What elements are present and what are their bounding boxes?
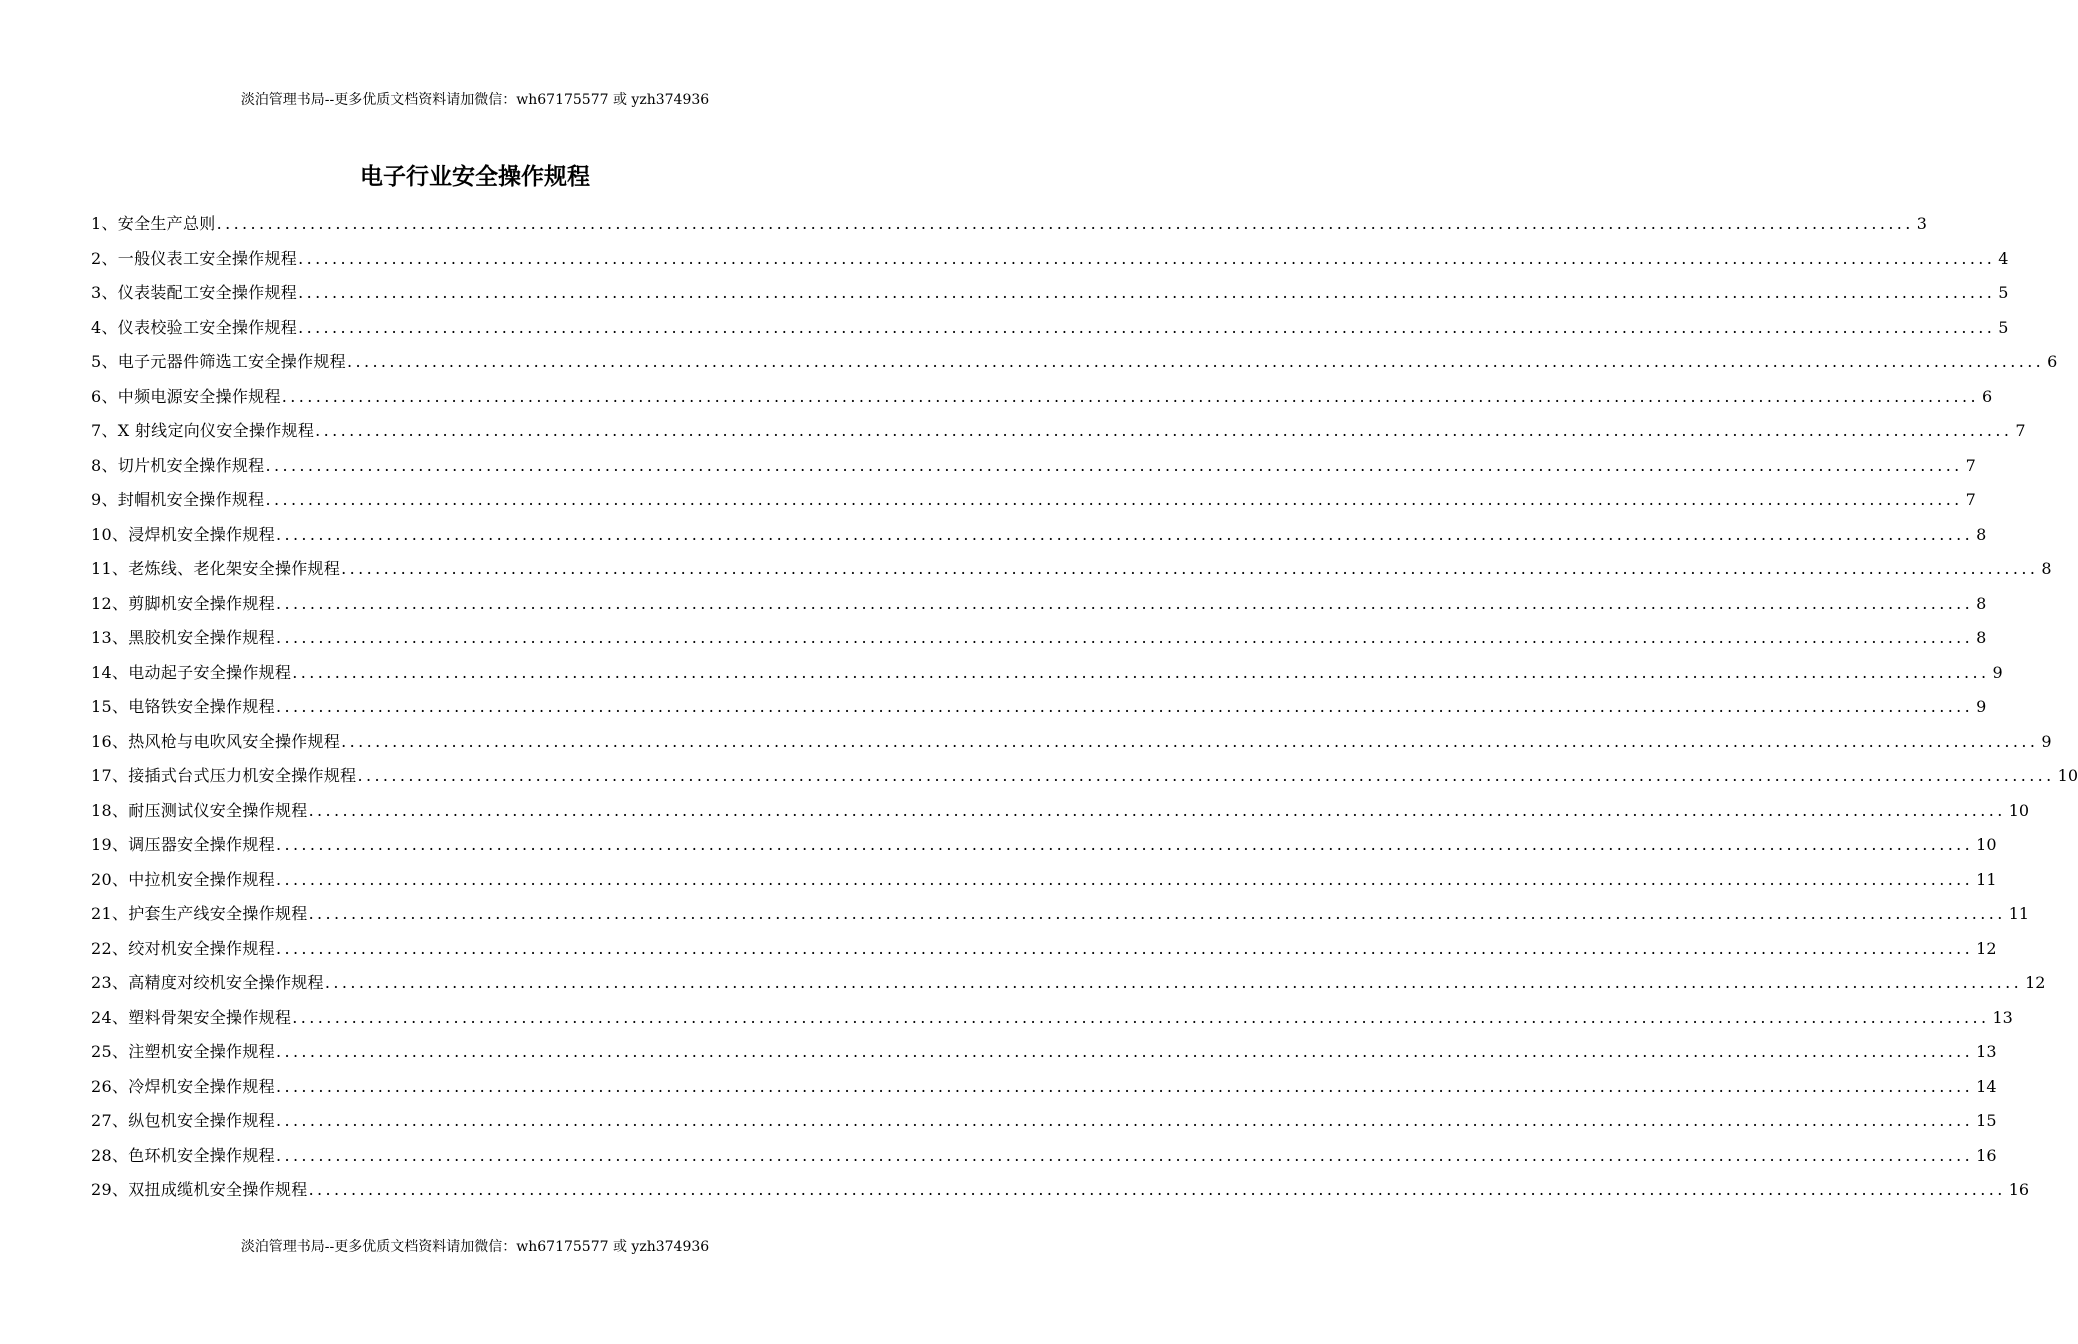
- toc-entry[interactable]: [91, 1139, 1997, 1174]
- toc-dot-leader: ........................................................................................................................................................................................................: [275, 593, 1974, 613]
- toc-entry-label: 28、色环机安全操作规程: [91, 1145, 275, 1165]
- toc-dot-leader: ........................................................................................................................................................................................................: [281, 386, 1979, 406]
- toc-dot-leader: ........................................................................................................................................................................................................: [216, 214, 1914, 233]
- toc-entry-label: 23、高精度对绞机安全操作规程: [91, 973, 324, 992]
- toc-page-number: 8: [1976, 524, 1987, 544]
- toc-entry[interactable]: [91, 380, 1993, 415]
- toc-page-number: 15: [1976, 1111, 1997, 1130]
- toc-dot-leader: ........................................................................................................................................................................................................: [324, 973, 2023, 992]
- toc-entry[interactable]: [91, 794, 2030, 829]
- toc-entry-label: 6、中频电源安全操作规程: [91, 386, 281, 406]
- toc-entry-label: 11、老炼线、老化架安全操作规程: [91, 559, 341, 578]
- toc-entry[interactable]: [91, 966, 2046, 1001]
- toc-entry[interactable]: [91, 725, 2052, 760]
- toc-page-number: 13: [1976, 1042, 1997, 1061]
- toc-entry[interactable]: [91, 1070, 1997, 1105]
- toc-dot-leader: ........................................................................................................................................................................................................: [265, 490, 1963, 509]
- toc-entry[interactable]: [91, 311, 2009, 346]
- toc-page-number: 6: [2047, 352, 2058, 371]
- toc-page-number: 7: [1965, 455, 1976, 475]
- toc-entry-label: 26、冷焊机安全操作规程: [91, 1076, 275, 1096]
- toc-entry[interactable]: [91, 828, 1997, 863]
- toc-entry[interactable]: [91, 621, 1987, 656]
- toc-entry[interactable]: [91, 518, 1987, 553]
- toc-entry[interactable]: [91, 932, 1997, 967]
- toc-entry[interactable]: [91, 1035, 1997, 1070]
- toc-entry-label: 1、安全生产总则: [91, 214, 216, 233]
- table-of-contents: [91, 207, 2078, 1208]
- toc-dot-leader: ........................................................................................................................................................................................................: [292, 662, 1990, 682]
- toc-page-number: 16: [2008, 1180, 2030, 1199]
- toc-dot-leader: ........................................................................................................................................................................................................: [275, 1111, 1974, 1130]
- toc-entry[interactable]: [91, 1001, 2013, 1036]
- toc-entry-label: 24、塑料骨架安全操作规程: [91, 1007, 292, 1027]
- toc-entry[interactable]: [91, 449, 1976, 484]
- toc-dot-leader: ........................................................................................................................................................................................................: [315, 421, 2013, 440]
- toc-entry[interactable]: [91, 656, 2003, 691]
- toc-entry-label: 17、接插式台式压力机安全操作规程: [91, 766, 357, 785]
- toc-entry[interactable]: [91, 207, 1927, 242]
- toc-entry-label: 16、热风枪与电吹风安全操作规程: [91, 731, 341, 751]
- toc-entry-label: 12、剪脚机安全操作规程: [91, 593, 275, 613]
- toc-entry-label: 20、中拉机安全操作规程: [91, 869, 275, 889]
- toc-entry[interactable]: [91, 414, 2026, 449]
- toc-dot-leader: ........................................................................................................................................................................................................: [265, 455, 1963, 475]
- toc-entry[interactable]: [91, 1173, 2030, 1208]
- toc-dot-leader: ........................................................................................................................................................................................................: [275, 697, 1974, 716]
- toc-page-number: 6: [1981, 386, 1993, 406]
- toc-dot-leader: ........................................................................................................................................................................................................: [275, 628, 1974, 647]
- toc-entry-label: 3、仪表装配工安全操作规程: [91, 283, 298, 302]
- toc-page-number: 9: [2041, 731, 2052, 751]
- toc-entry-label: 13、黑胶机安全操作规程: [91, 628, 275, 647]
- toc-entry-label: 18、耐压测试仪安全操作规程: [91, 800, 308, 820]
- toc-entry-label: 10、浸焊机安全操作规程: [91, 524, 275, 544]
- toc-dot-leader: ........................................................................................................................................................................................................: [341, 731, 2039, 751]
- toc-page-number: 10: [2057, 766, 2078, 785]
- toc-entry[interactable]: [91, 897, 2030, 932]
- page-footer: 淡泊管理书局--更多优质文档资料请加微信：wh67175577 或 yzh374936: [240, 1239, 710, 1255]
- toc-dot-leader: ........................................................................................................................................................................................................: [298, 248, 1996, 268]
- toc-dot-leader: ........................................................................................................................................................................................................: [341, 559, 2039, 578]
- toc-dot-leader: ........................................................................................................................................................................................................: [346, 352, 2045, 371]
- toc-entry-label: 5、电子元器件筛选工安全操作规程: [91, 352, 346, 371]
- toc-page-number: 10: [1976, 835, 1997, 854]
- toc-entry[interactable]: [91, 242, 2009, 277]
- toc-page-number: 5: [1998, 283, 2009, 302]
- toc-dot-leader: ........................................................................................................................................................................................................: [308, 800, 2006, 820]
- toc-page-number: 12: [2025, 973, 2046, 992]
- toc-entry-label: 19、调压器安全操作规程: [91, 835, 275, 854]
- toc-dot-leader: ........................................................................................................................................................................................................: [308, 1180, 2006, 1199]
- toc-page-number: 12: [1976, 938, 1997, 958]
- toc-entry-label: 4、仪表校验工安全操作规程: [91, 317, 298, 337]
- toc-entry-label: 7、X 射线定向仪安全操作规程: [91, 421, 315, 440]
- toc-entry[interactable]: [91, 276, 2009, 311]
- toc-entry-label: 15、电铬铁安全操作规程: [91, 697, 275, 716]
- toc-page-number: 3: [1916, 214, 1927, 233]
- toc-entry-label: 9、封帽机安全操作规程: [91, 490, 265, 509]
- toc-dot-leader: ........................................................................................................................................................................................................: [308, 904, 2006, 923]
- toc-page-number: 16: [1976, 1145, 1997, 1165]
- toc-page-number: 11: [1976, 869, 1997, 889]
- toc-entry[interactable]: [91, 690, 1987, 725]
- toc-page-number: 7: [1965, 490, 1976, 509]
- toc-entry-label: 25、注塑机安全操作规程: [91, 1042, 275, 1061]
- toc-entry[interactable]: [91, 863, 1997, 898]
- toc-page-number: 7: [2015, 421, 2026, 440]
- toc-entry-label: 8、切片机安全操作规程: [91, 455, 265, 475]
- toc-entry[interactable]: [91, 552, 2052, 587]
- toc-page-number: 4: [1998, 248, 2009, 268]
- toc-dot-leader: ........................................................................................................................................................................................................: [275, 835, 1974, 854]
- toc-page-number: 5: [1998, 317, 2009, 337]
- toc-entry[interactable]: [91, 345, 2058, 380]
- toc-page-number: 8: [1976, 628, 1987, 647]
- toc-dot-leader: ........................................................................................................................................................................................................: [275, 524, 1974, 544]
- toc-dot-leader: ........................................................................................................................................................................................................: [275, 1042, 1974, 1061]
- toc-entry[interactable]: [91, 759, 2078, 794]
- toc-page-number: 11: [2008, 904, 2030, 923]
- toc-dot-leader: ........................................................................................................................................................................................................: [275, 938, 1974, 958]
- toc-page-number: 8: [2041, 559, 2052, 578]
- toc-entry-label: 29、双扭成缆机安全操作规程: [91, 1180, 308, 1199]
- toc-dot-leader: ........................................................................................................................................................................................................: [292, 1007, 1990, 1027]
- toc-dot-leader: ........................................................................................................................................................................................................: [275, 1145, 1974, 1165]
- toc-dot-leader: ........................................................................................................................................................................................................: [357, 766, 2055, 785]
- toc-dot-leader: ........................................................................................................................................................................................................: [298, 317, 1996, 337]
- toc-dot-leader: ........................................................................................................................................................................................................: [298, 283, 1996, 302]
- document-title: 电子行业安全操作规程: [360, 164, 590, 190]
- toc-entry[interactable]: [91, 483, 1976, 518]
- toc-page-number: 9: [1992, 662, 2003, 682]
- toc-entry[interactable]: [91, 587, 1987, 622]
- toc-entry[interactable]: [91, 1104, 1997, 1139]
- toc-entry-label: 22、绞对机安全操作规程: [91, 938, 275, 958]
- page-header: 淡泊管理书局--更多优质文档资料请加微信：wh67175577 或 yzh374936: [240, 92, 710, 108]
- toc-entry-label: 14、电动起子安全操作规程: [91, 662, 292, 682]
- toc-entry-label: 21、护套生产线安全操作规程: [91, 904, 308, 923]
- toc-page-number: 10: [2008, 800, 2030, 820]
- toc-entry-label: 2、一般仪表工安全操作规程: [91, 248, 298, 268]
- toc-page-number: 9: [1976, 697, 1987, 716]
- toc-page-number: 13: [1992, 1007, 2013, 1027]
- toc-dot-leader: ........................................................................................................................................................................................................: [275, 869, 1974, 889]
- toc-page-number: 8: [1976, 593, 1987, 613]
- toc-entry-label: 27、纵包机安全操作规程: [91, 1111, 275, 1130]
- toc-page-number: 14: [1976, 1076, 1997, 1096]
- toc-dot-leader: ........................................................................................................................................................................................................: [275, 1076, 1974, 1096]
